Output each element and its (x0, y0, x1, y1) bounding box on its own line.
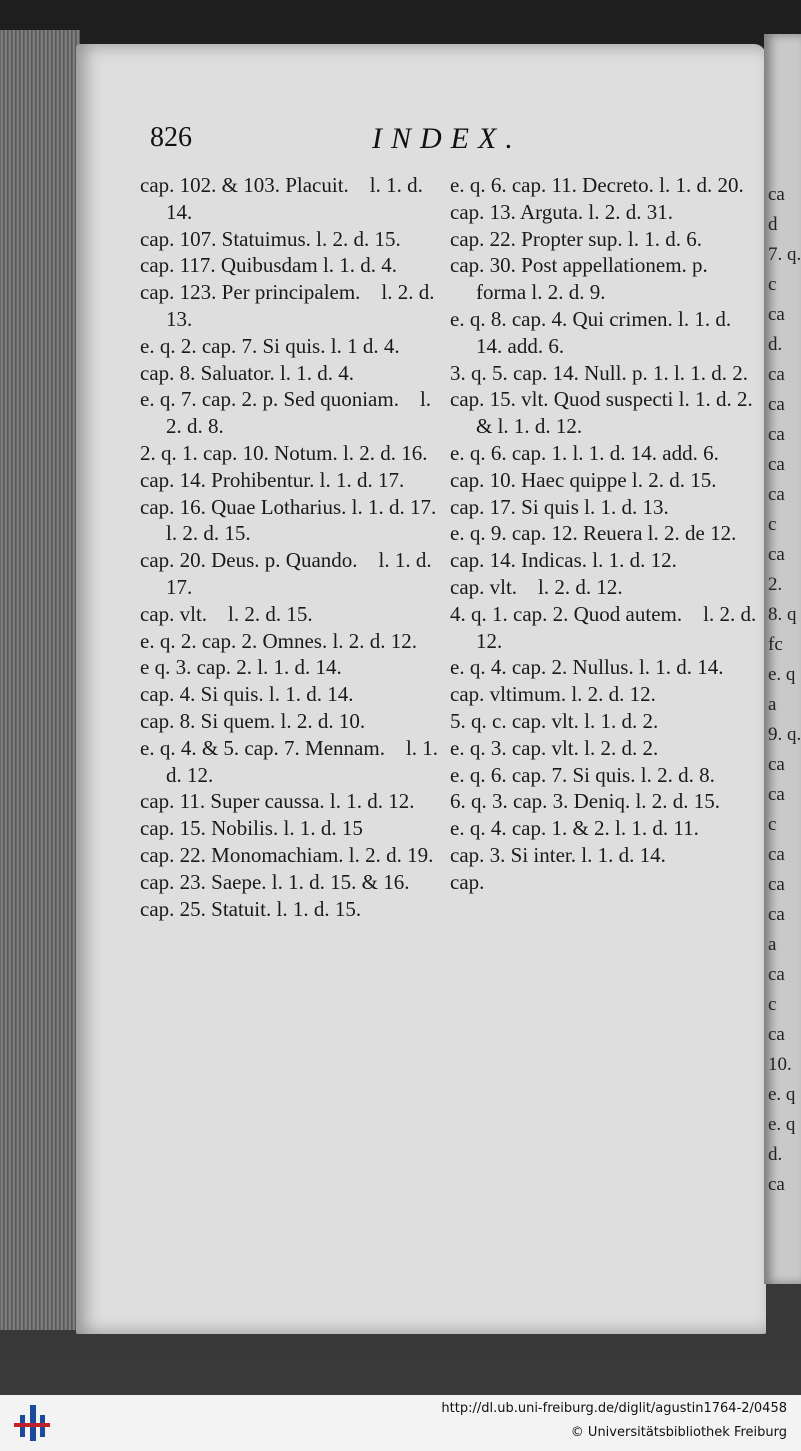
index-entry: e q. 3. cap. 2. l. 1. d. 14. (140, 655, 342, 680)
index-column-left (140, 172, 450, 922)
next-page-fragment: ca (768, 304, 785, 325)
page-header (150, 122, 750, 162)
index-entry: cap. 3. Si inter. l. 1. d. 14. (450, 842, 666, 867)
next-page-fragment: 2. (768, 574, 783, 595)
page-number: 826 (150, 122, 192, 153)
index-entry: cap. 13. Arguta. l. 2. d. 31. (450, 199, 674, 224)
index-entry: cap. 17. Si quis l. 1. d. 13. (450, 494, 669, 519)
index-entry: e. q. 4. cap. 1. & 2. l. 1. d. 11. (450, 816, 699, 841)
index-entry: e. q. 8. cap. 4. Qui crimen. l. 1. d. 14. add. 6. (450, 306, 737, 358)
next-page-fragment: a (768, 694, 777, 715)
index-entry: cap. 22. Monomachiam. l. 2. d. 19. (140, 842, 434, 867)
index-entry: cap. 123. Per principalem. l. 2. d. 13. (140, 280, 440, 331)
index-entry: cap. 8. Si quem. l. 2. d. 10. (140, 708, 366, 733)
index-entry: cap. 20. Deus. p. Quando. l. 1. d. 17. (140, 548, 437, 599)
index-entry: 5. q. c. cap. vlt. l. 1. d. 2. (450, 708, 659, 733)
next-page-fragment: d. (768, 1144, 783, 1165)
index-entry: cap. 22. Propter sup. l. 1. d. 6. (450, 226, 702, 251)
index-entry: e. q. 4. cap. 2. Nullus. l. 1. d. 14. (450, 655, 724, 680)
next-page-fragment: 10. (768, 1054, 792, 1075)
index-entry: e. q. 2. cap. 7. Si quis. l. 1 d. 4. (140, 333, 400, 358)
index-entry: cap. vltimum. l. 2. d. 12. (450, 682, 656, 707)
next-page-fragment: 9. q. (768, 724, 801, 745)
index-entry: e. q. 6. cap. 1. l. 1. d. 14. add. 6. (450, 440, 719, 465)
next-page-fragment: d (768, 214, 778, 235)
next-page-fragment: c (768, 514, 777, 535)
index-entry: cap. 4. Si quis. l. 1. d. 14. (140, 682, 354, 707)
next-page-fragment: ca (768, 784, 785, 805)
index-entry: cap. 14. Indicas. l. 1. d. 12. (450, 548, 677, 573)
index-entry: e. q. 6. cap. 11. Decreto. l. 1. d. 20. (450, 173, 744, 197)
index-entry: e. q. 4. & 5. cap. 7. Mennam. l. 1. d. 12. (140, 735, 444, 787)
index-entry: e. q. 2. cap. 2. Omnes. l. 2. d. 12. (140, 628, 418, 653)
index-entry: cap. 15. Nobilis. l. 1. d. 15 (140, 816, 363, 841)
index-entry: cap. 102. & 103. Placuit. l. 1. d. 14. (140, 173, 429, 224)
index-entry: cap. vlt. l. 2. d. 12. (450, 574, 623, 599)
index-entry: cap. 23. Saepe. l. 1. d. 15. & 16. (140, 869, 410, 894)
next-page-fragment: ca (768, 484, 785, 505)
index-entry: cap. (450, 869, 485, 894)
index-entry: cap. 16. Quae Lotharius. l. 1. d. 17. l. 2. d. 15. (140, 494, 442, 546)
next-page-fragment: ca (768, 394, 785, 415)
document-url-link[interactable]: http://dl.ub.uni-freiburg.de/diglit/agustin1764-2/0458 (441, 1401, 787, 1416)
next-page-fragment: e. q (768, 1084, 796, 1105)
next-page-fragment: c (768, 994, 777, 1015)
index-entry: cap. 10. Haec quippe l. 2. d. 15. (450, 467, 717, 492)
next-page-fragment: ca (768, 1174, 785, 1195)
next-page-fragment: ca (768, 454, 785, 475)
next-page-fragment: e. q (768, 1114, 796, 1135)
running-title: INDEX. (372, 122, 522, 155)
next-page-fragment: c (768, 274, 777, 295)
next-page-fragment: e. q (768, 664, 796, 685)
index-entry: cap. 25. Statuit. l. 1. d. 15. (140, 896, 362, 921)
index-entry: 3. q. 5. cap. 14. Null. p. 1. l. 1. d. 2. (450, 360, 749, 385)
next-page-fragment: ca (768, 844, 785, 865)
index-entry: e. q. 9. cap. 12. Reuera l. 2. de 12. (450, 521, 737, 546)
next-page-edge (764, 34, 801, 1284)
book-page-edges (0, 30, 80, 1330)
index-entry: cap. 8. Saluator. l. 1. d. 4. (140, 360, 355, 385)
index-column-right (450, 172, 760, 896)
next-page-fragment: d. (768, 334, 783, 355)
index-entry: e. q. 6. cap. 7. Si quis. l. 2. d. 8. (450, 762, 715, 787)
next-page-fragment: 8. q (768, 604, 797, 625)
index-entry: cap. 117. Quibusdam l. 1. d. 4. (140, 253, 398, 278)
next-page-fragment: c (768, 814, 777, 835)
next-page-fragment: ca (768, 754, 785, 775)
index-entry: cap. 107. Statuimus. l. 2. d. 15. (140, 226, 401, 251)
index-entry: cap. 11. Super caussa. l. 1. d. 12. (140, 789, 415, 814)
index-entry: cap. 15. vlt. Quod suspecti l. 1. d. 2. & l. 1. d. 12. (450, 387, 758, 439)
next-page-fragment: ca (768, 544, 785, 565)
index-entry: 2. q. 1. cap. 10. Notum. l. 2. d. 16. (140, 440, 428, 465)
index-entry: e. q. 3. cap. vlt. l. 2. d. 2. (450, 735, 659, 760)
next-page-fragment: ca (768, 424, 785, 445)
next-page-fragment: 7. q. (768, 244, 801, 265)
index-entry: 4. q. 1. cap. 2. Quod autem. l. 2. d. 12. (450, 601, 762, 653)
index-entry: 6. q. 3. cap. 3. Deniq. l. 2. d. 15. (450, 789, 721, 814)
next-page-fragment: ca (768, 874, 785, 895)
index-entry: cap. 14. Prohibentur. l. 1. d. 17. (140, 467, 405, 492)
copyright-notice: © Universitätsbibliothek Freiburg (570, 1425, 787, 1440)
next-page-fragment: ca (768, 184, 785, 205)
next-page-fragment: ca (768, 904, 785, 925)
index-entry: cap. 30. Post appellationem. p. forma l. 2. d. 9. (450, 253, 714, 305)
next-page-fragment: ca (768, 1024, 785, 1045)
index-entry: cap. vlt. l. 2. d. 15. (140, 601, 313, 626)
viewer-footer (0, 1395, 801, 1451)
next-page-fragment: ca (768, 364, 785, 385)
next-page-fragment: ca (768, 964, 785, 985)
next-page-fragment: fc (768, 634, 783, 655)
library-logo-icon (12, 1403, 52, 1443)
index-entry: e. q. 7. cap. 2. p. Sed quoniam. l. 2. d. 8. (140, 387, 437, 439)
next-page-fragment: a (768, 934, 777, 955)
